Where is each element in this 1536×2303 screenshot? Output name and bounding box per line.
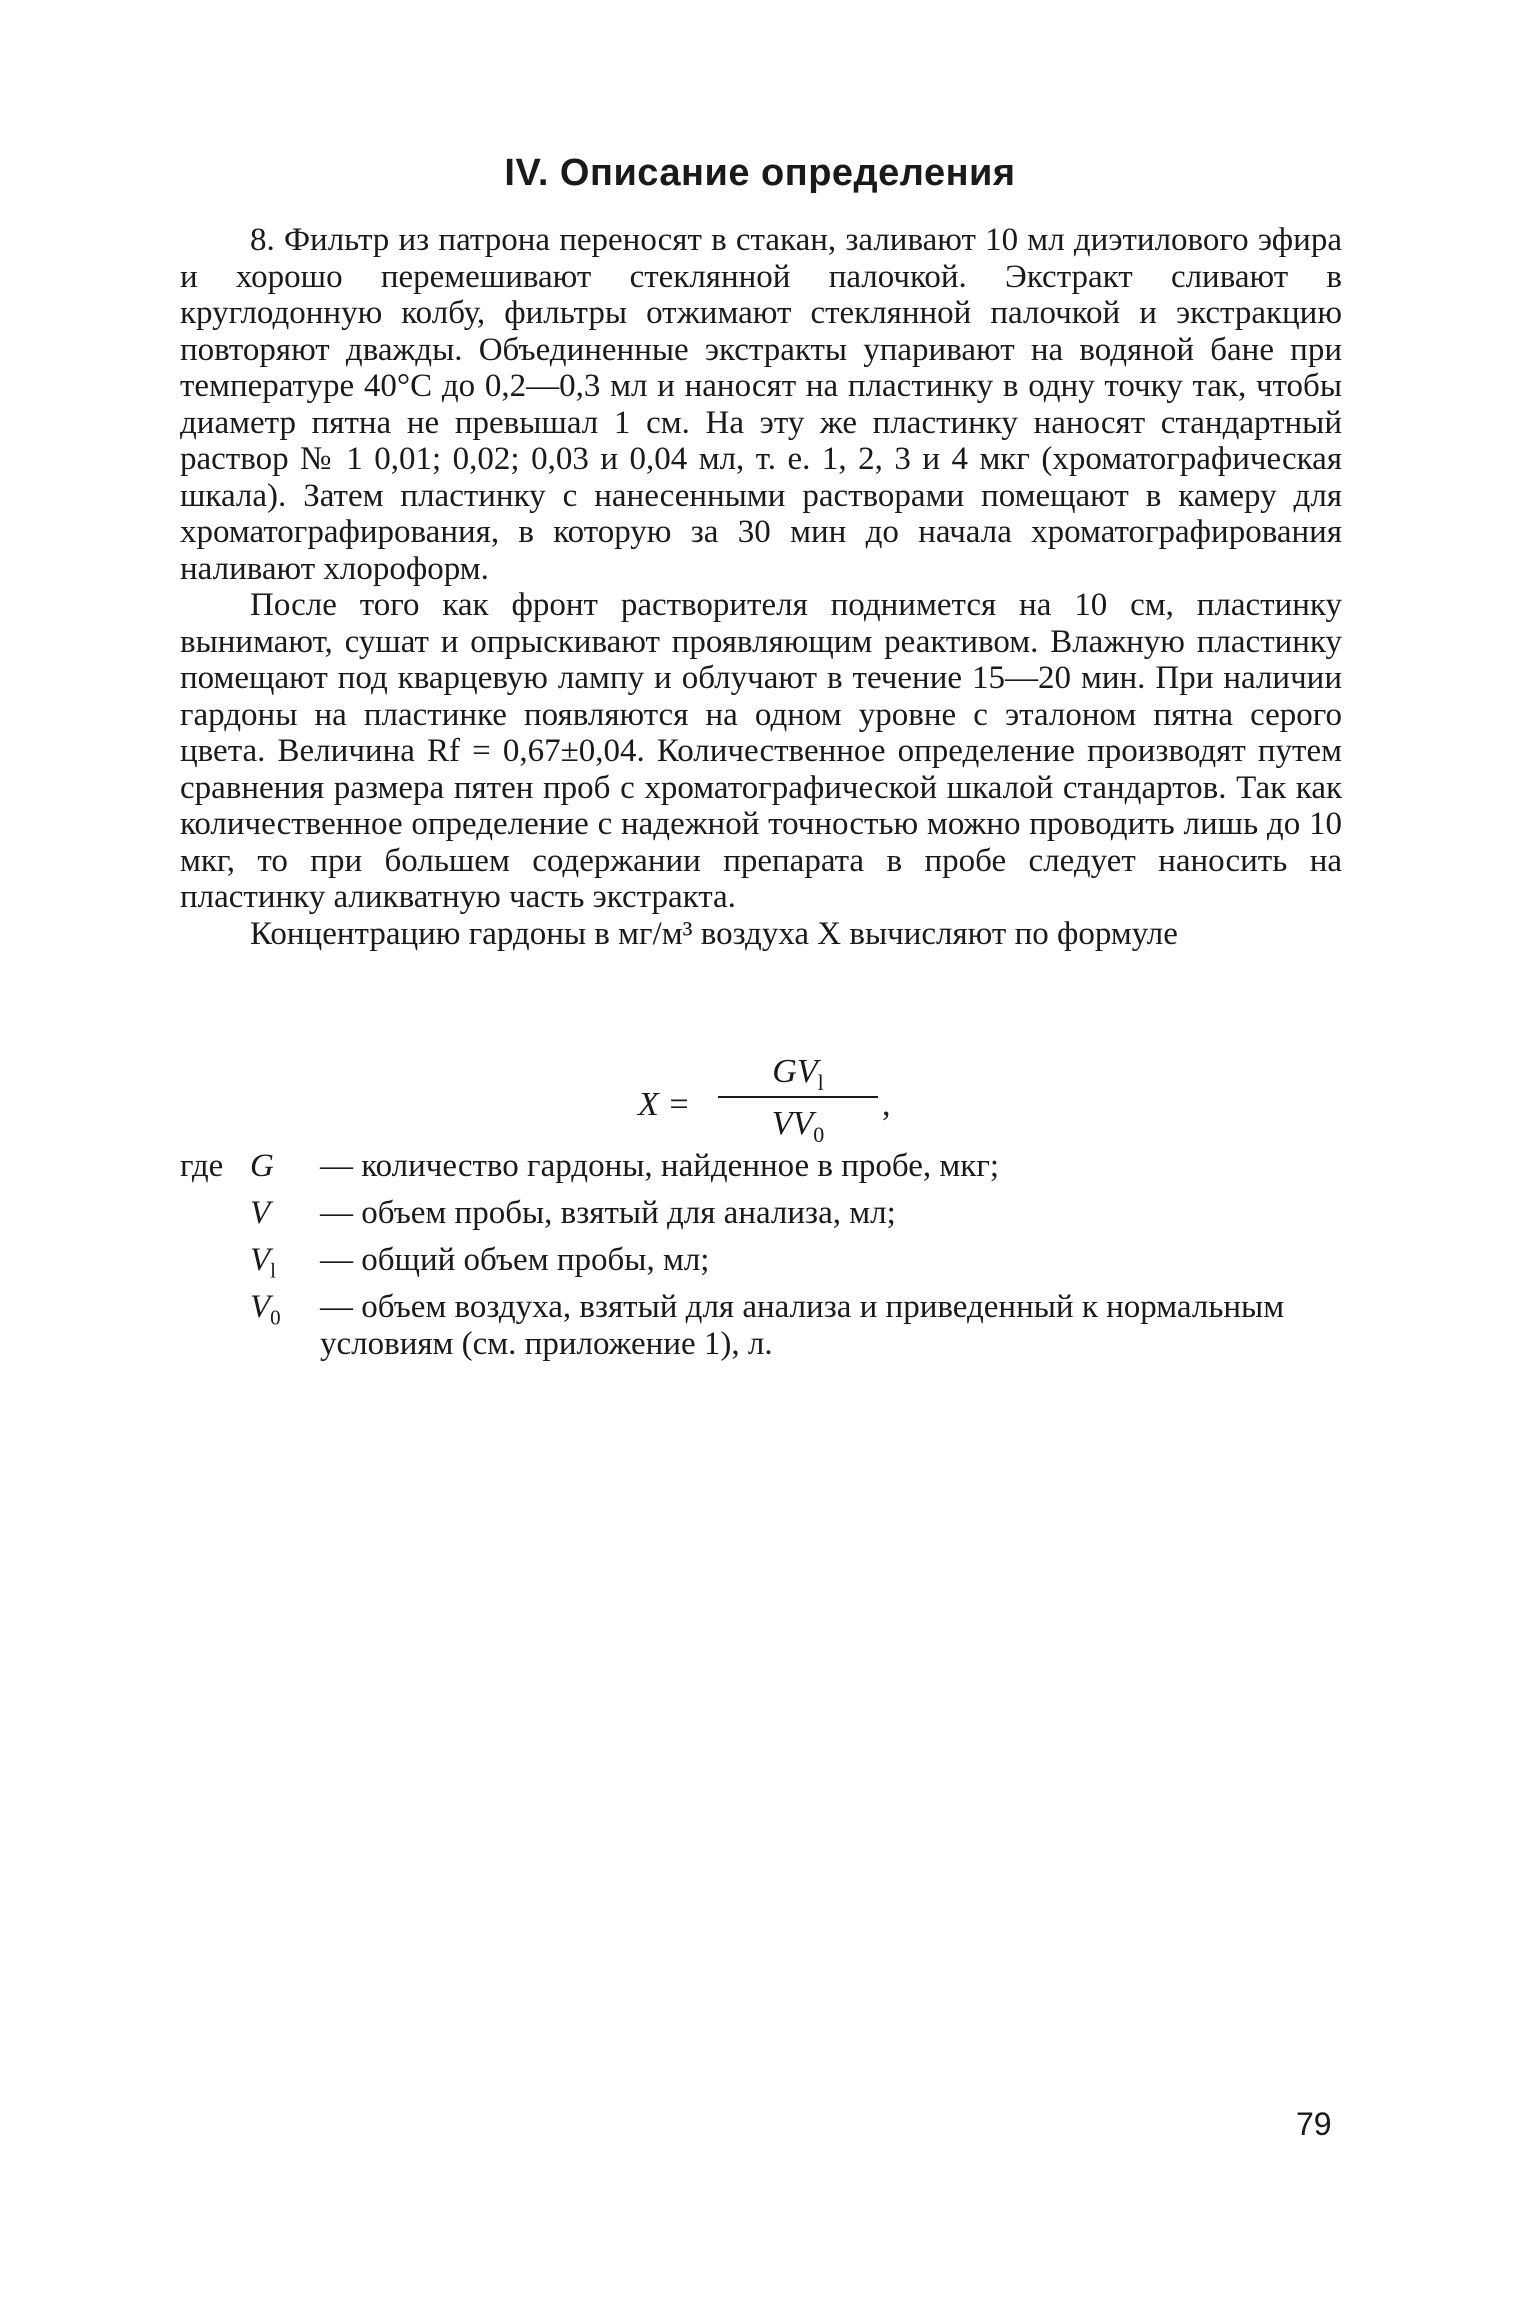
legend-row bbox=[180, 1195, 1342, 1242]
denominator-subscript: 0 bbox=[813, 1121, 825, 1147]
numerator-text: GV bbox=[772, 1053, 818, 1090]
legend-symbol bbox=[250, 1242, 320, 1289]
concentration-formula bbox=[638, 1050, 938, 1160]
denominator-text: VV bbox=[771, 1105, 814, 1142]
symbol-text: V bbox=[250, 1195, 271, 1232]
legend-description: — объем пробы, взятый для анализа, мл; bbox=[320, 1195, 896, 1232]
legend-symbol bbox=[250, 1148, 320, 1195]
fraction-bar bbox=[718, 1096, 878, 1098]
legend-description: — количество гардоны, найденное в пробе, мкг; bbox=[320, 1148, 1000, 1184]
legend-description: — общий объем пробы, мл; bbox=[320, 1242, 710, 1279]
numerator-subscript: l bbox=[817, 1069, 824, 1095]
symbol-text: V bbox=[250, 1289, 271, 1326]
legend-symbol bbox=[250, 1289, 320, 1336]
legend-row bbox=[180, 1289, 1342, 1362]
formula-comma: , bbox=[882, 1086, 891, 1123]
formula-numerator bbox=[718, 1050, 878, 1094]
page-number: 79 bbox=[1296, 2106, 1332, 2142]
section-heading: IV. Описание определения bbox=[504, 152, 1016, 194]
paragraph-procedure: 8. Фильтр из патрона переносят в стакан, заливают 10 мл диэтилового эфира и хорошо перемешивают стеклянной палочкой. Экстракт сливают в круглодонную колбу, фильтры отжимают стеклянной палочкой и экстракцию повторяют дважды. Объединенные экстракты упаривают на водяной бане при температуре 40°С до 0,2—0,3 мл и наносят на пластинку в одну точку так, чтобы диаметр пятна не превышал 1 см. На эту же пластинку наносят стандартный раствор № 1 0,01; 0,02; 0,03 и 0,04 мл, т. е. 1, 2, 3 и 4 мкг (хроматографическая шкала). Затем пластинку с нанесенными растворами помещают в камеру для хроматографирования, в которую за 30 мин до начала хроматографирования наливают хлороформ. bbox=[180, 222, 1342, 587]
variable-legend bbox=[180, 1148, 1342, 1362]
formula-fraction bbox=[718, 1050, 878, 1146]
legend-row bbox=[180, 1242, 1342, 1289]
formula-lhs: X = bbox=[638, 1086, 691, 1123]
symbol-text: V bbox=[250, 1242, 271, 1279]
symbol-subscript: l bbox=[270, 1258, 277, 1283]
legend-description: — объем воздуха, взятый для анализа и приведенный к нормальным условиям (см. приложение 1), л. bbox=[320, 1289, 1285, 1362]
legend-symbol bbox=[250, 1195, 320, 1242]
legend-where-label: где bbox=[180, 1148, 224, 1184]
paragraph-formula-intro: Концентрацию гардоны в мг/м³ воздуха X вычисляют по формуле bbox=[250, 915, 1178, 952]
body-text bbox=[180, 222, 1342, 952]
symbol-text: G bbox=[250, 1148, 274, 1184]
paragraph-development: После того как фронт растворителя поднимется на 10 см, пластинку вынимают, сушат и опрыскивают проявляющим реактивом. Влажную пластинку помещают под кварцевую лампу и облучают в течение 15—20 мин. При наличии гардоны на пластинке появляются на одном уровне с эталоном пятна серого цвета. Величина Rf = 0,67±0,04. Количественное определение производят путем сравнения размера пятен проб с хроматографической шкалой стандартов. Так как количественное определение с надежной точностью можно проводить лишь до 10 мкг, то при большем содержании препарата в пробе следует наносить на пластинку аликватную часть экстракта. bbox=[180, 587, 1342, 915]
symbol-subscript: 0 bbox=[270, 1305, 281, 1330]
formula-denominator bbox=[718, 1102, 878, 1146]
legend-row bbox=[180, 1148, 1342, 1195]
